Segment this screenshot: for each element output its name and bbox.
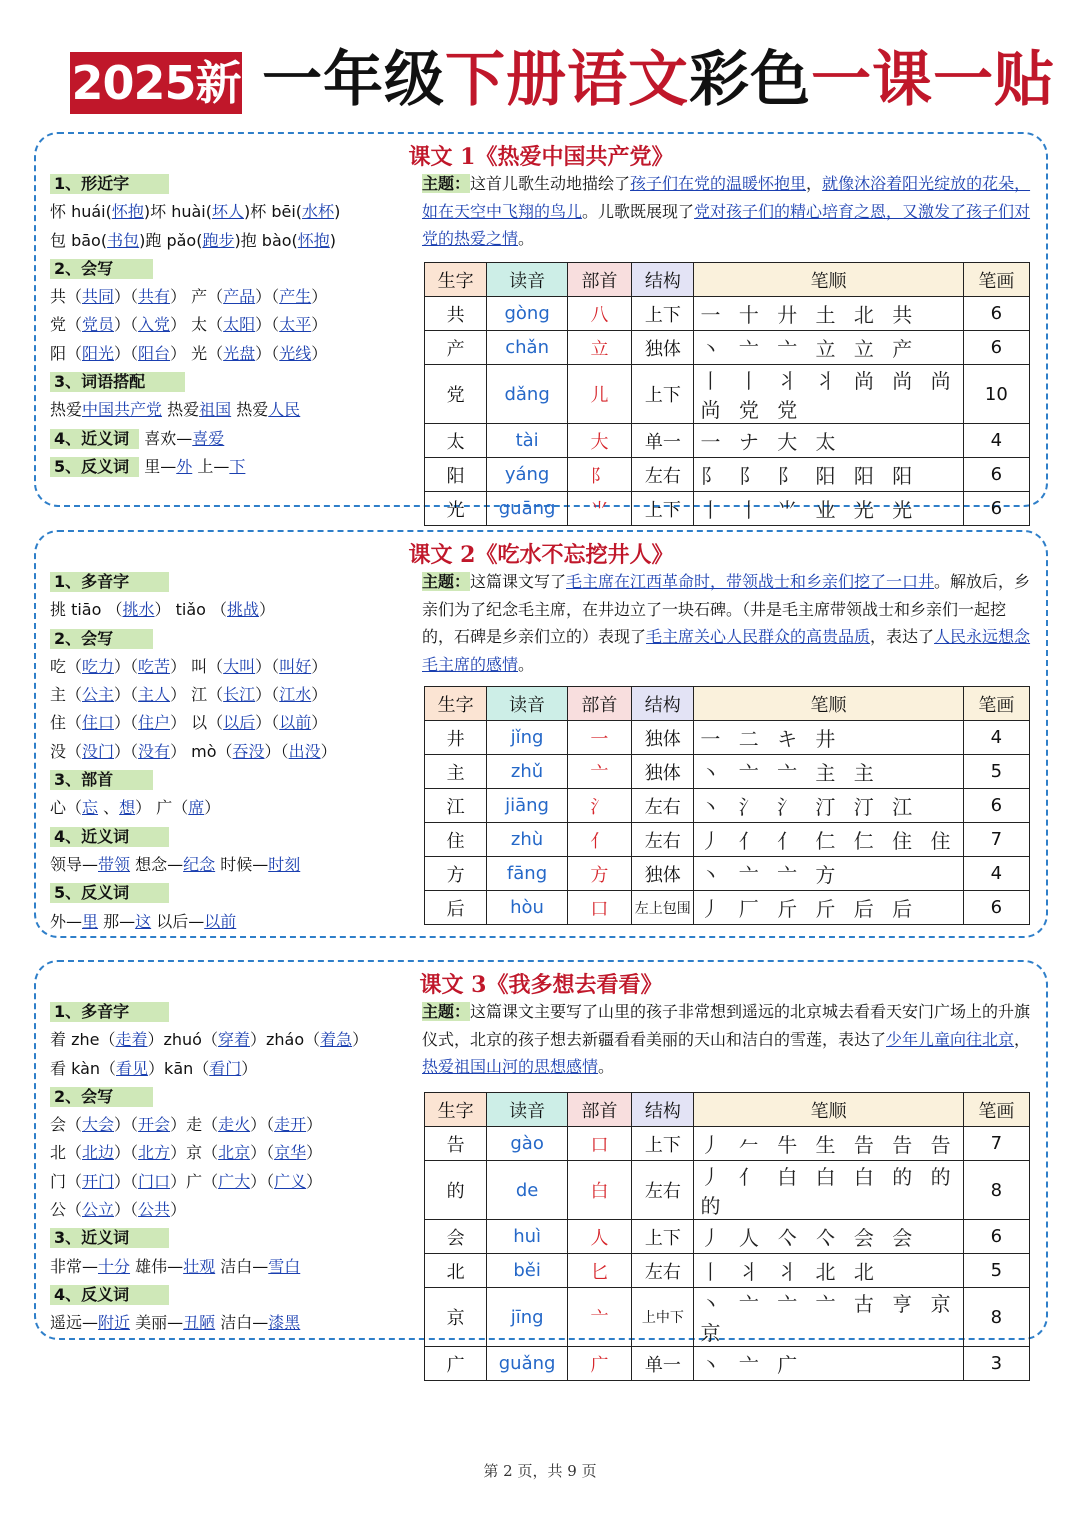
cell-radical: ⺌ [567, 492, 631, 526]
lesson-1-card [34, 132, 1048, 522]
note-line: 党（党员）（入党） 太（太阳）（太平） [50, 315, 328, 335]
lesson-title: 课文 3《我多想去看看》 [419, 972, 663, 998]
cell-count: 5 [963, 755, 1029, 789]
lesson-theme: 主题：这篇课文主要写了山里的孩子非常想到遥远的北京城去看看天安门广场上的升旗仪式，北京的孩子想去新疆看看美丽的天山和洁白的雪莲，表达了少年儿童向往北京，热爱祖国山河的思想感情。 [422, 1002, 1031, 1076]
table-row [425, 331, 1030, 365]
cell-count: 6 [963, 331, 1029, 365]
stroke-table [424, 1092, 1030, 1381]
cell-char: 会 [425, 1220, 487, 1254]
cell-char: 主 [425, 755, 487, 789]
column-header: 读音 [487, 687, 567, 721]
cell-strokes: 阝 阝 阝 阳 阳 阳 [694, 458, 963, 492]
cell-structure: 上下 [632, 1127, 694, 1161]
note-line: 5、反义词 里—外 上—下 [50, 453, 420, 481]
note-line: 阳（阳光）（阳台） 光（光盘）（光线） [50, 343, 328, 363]
cell-pinyin: yáng [487, 458, 568, 492]
column-header: 笔画 [963, 1093, 1029, 1127]
note-line: 北（北边）（北方）京（北京）（京华） [50, 1143, 323, 1163]
section-label: 3、部首 [50, 770, 153, 790]
cell-char: 告 [425, 1127, 487, 1161]
table-row [425, 1127, 1030, 1161]
table-row [425, 1161, 1030, 1220]
note-line: 会（大会）（开会）走（走火）（走开） [50, 1115, 323, 1135]
note-line: 挑 tiāo （挑水） tiǎo （挑战） [50, 600, 276, 620]
table-row [425, 1254, 1030, 1288]
note-line: 领导—带领 想念—纪念 时候—时刻 [50, 854, 301, 874]
table-row [425, 1288, 1030, 1347]
cell-count: 6 [963, 1220, 1029, 1254]
note-line: 包 bāo(书包)跑 pǎo(跑步)抱 bào(怀抱) [50, 230, 337, 250]
cell-radical: 人 [567, 1220, 631, 1254]
section-label: 3、词语搭配 [50, 372, 185, 392]
cell-strokes: 丿 厂 斤 斤 后 后 [694, 891, 963, 925]
cell-structure: 左右 [632, 789, 694, 823]
column-header: 生字 [425, 263, 487, 297]
note-line: 主（公主）（主人） 江（长江）（江水） [50, 685, 328, 705]
table-row [425, 492, 1030, 526]
cell-pinyin: de [487, 1161, 568, 1220]
cell-radical: 八 [567, 297, 631, 331]
cell-structure: 左右 [632, 1161, 694, 1220]
cell-radical: 口 [567, 891, 631, 925]
cell-count: 6 [963, 458, 1029, 492]
cell-structure: 左上包围 [632, 891, 694, 925]
column-header: 结构 [632, 687, 694, 721]
section-label: 4、反义词 [50, 1285, 169, 1305]
table-row [425, 857, 1030, 891]
column-header: 生字 [425, 687, 487, 721]
cell-strokes: 丶 亠 亠 亠 古 亨 京 京 [694, 1288, 963, 1347]
cell-count: 4 [963, 857, 1029, 891]
section-label: 1、多音字 [50, 572, 169, 592]
note-line: 心（忘 、想） 广（席） [50, 798, 221, 818]
column-header: 笔顺 [694, 1093, 963, 1127]
cell-count: 6 [963, 789, 1029, 823]
table-row [425, 755, 1030, 789]
table-row [425, 823, 1030, 857]
cell-pinyin: guǎng [487, 1347, 568, 1381]
cell-count: 8 [963, 1161, 1029, 1220]
cell-radical: 方 [567, 857, 631, 891]
cell-char: 京 [425, 1288, 487, 1347]
cell-strokes: 丶 亠 广 [694, 1347, 963, 1381]
cell-char: 党 [425, 365, 487, 424]
cell-radical: 亠 [567, 755, 631, 789]
lesson-title: 课文 2《吃水不忘挖井人》 [408, 542, 674, 568]
note-line: 没（没门）（没有） mò（吞没）（出没） [50, 741, 337, 761]
cell-structure: 上下 [632, 1220, 694, 1254]
note-line: 吃（吃力）（吃苦） 叫（大叫）（叫好） [50, 656, 328, 676]
column-header: 笔顺 [694, 263, 963, 297]
table-header-row [425, 263, 1030, 297]
cell-structure: 独体 [632, 331, 694, 365]
cell-structure: 上下 [632, 297, 694, 331]
cell-strokes: 一 二 キ 井 [694, 721, 963, 755]
column-header: 生字 [425, 1093, 487, 1127]
page-footer: 第 2 页，共 9 页 [483, 1462, 597, 1480]
cell-strokes: 丿 𠂉 牛 生 告 告 告 [694, 1127, 963, 1161]
cell-char: 北 [425, 1254, 487, 1288]
cell-pinyin: jiāng [487, 789, 567, 823]
cell-structure: 上下 [632, 492, 694, 526]
note-line: 着 zhe（走着）zhuó（穿着）zháo（着急） [50, 1030, 369, 1050]
table-row [425, 297, 1030, 331]
cell-strokes: 丿 亻 亻 仁 仁 住 住 [694, 823, 963, 857]
section-label: 2、会写 [50, 629, 153, 649]
cell-char: 方 [425, 857, 487, 891]
lesson-theme: 主题：这篇课文写了毛主席在江西革命时，带领战士和乡亲们挖了一口井。解放后，乡亲们为了纪念毛主席，在井边立了一块石碑。（井是毛主席带领战士和乡亲们一起挖的，石碑是乡亲们立的）表现了毛主席关心人民群众的高贵品质，表达了人民永远想念毛主席的感情。 [422, 572, 1031, 674]
column-header: 笔画 [963, 687, 1029, 721]
cell-pinyin: zhǔ [487, 755, 567, 789]
note-line: 4、近义词 喜欢—喜爱 [50, 425, 420, 453]
section-label: 2、会写 [50, 1087, 153, 1107]
lesson-title: 课文 1《热爱中国共产党》 [408, 144, 674, 170]
cell-count: 8 [963, 1288, 1029, 1347]
table-row [425, 424, 1030, 458]
column-header: 读音 [487, 263, 568, 297]
column-header: 部首 [567, 1093, 631, 1127]
cell-pinyin: zhù [487, 823, 567, 857]
column-header: 笔顺 [694, 687, 963, 721]
cell-char: 光 [425, 492, 487, 526]
cell-structure: 上中下 [632, 1288, 694, 1347]
year-badge: 2025新 [70, 52, 242, 114]
section-label: 1、多音字 [50, 1002, 169, 1022]
cell-radical: 阝 [567, 458, 631, 492]
cell-count: 5 [963, 1254, 1029, 1288]
cell-strokes: 丨 丨 ⺌ 业 光 光 [694, 492, 963, 526]
note-line: 热爱中国共产党 热爱祖国 热爱人民 [50, 400, 301, 420]
cell-structure: 左右 [632, 1254, 694, 1288]
cell-pinyin: tài [487, 424, 568, 458]
cell-radical: 氵 [567, 789, 631, 823]
table-row [425, 721, 1030, 755]
note-line: 外—里 那—这 以后—以前 [50, 911, 237, 931]
cell-count: 4 [963, 424, 1029, 458]
column-header: 结构 [632, 263, 694, 297]
lesson-notes [50, 170, 420, 481]
table-row [425, 365, 1030, 424]
note-line: 遥远—附近 美丽—丑陋 洁白—漆黑 [50, 1313, 301, 1333]
cell-structure: 左右 [632, 458, 694, 492]
cell-count: 10 [963, 365, 1029, 424]
note-line: 门（开门）（门口）广（广大）（广义） [50, 1171, 323, 1191]
cell-strokes: 丶 亠 亠 方 [694, 857, 963, 891]
cell-char: 阳 [425, 458, 487, 492]
cell-structure: 单一 [632, 424, 694, 458]
section-label: 5、反义词 [50, 457, 139, 477]
cell-char: 的 [425, 1161, 487, 1220]
cell-count: 6 [963, 492, 1029, 526]
cell-structure: 独体 [632, 721, 694, 755]
table-row [425, 789, 1030, 823]
section-label: 4、近义词 [50, 429, 139, 449]
cell-radical: 广 [567, 1347, 631, 1381]
cell-count: 4 [963, 721, 1029, 755]
cell-count: 7 [963, 1127, 1029, 1161]
cell-strokes: 一 十 廾 土 北 共 [694, 297, 963, 331]
column-header: 部首 [567, 263, 631, 297]
cell-structure: 单一 [632, 1347, 694, 1381]
cell-char: 井 [425, 721, 487, 755]
section-label: 5、反义词 [50, 883, 169, 903]
cell-pinyin: chǎn [487, 331, 568, 365]
column-header: 读音 [487, 1093, 568, 1127]
cell-strokes: 丶 氵 氵 汀 汀 江 [694, 789, 963, 823]
cell-count: 3 [963, 1347, 1029, 1381]
cell-char: 共 [425, 297, 487, 331]
cell-pinyin: dǎng [487, 365, 568, 424]
column-header: 结构 [632, 1093, 694, 1127]
cell-pinyin: fāng [487, 857, 567, 891]
cell-radical: 匕 [567, 1254, 631, 1288]
cell-pinyin: hòu [487, 891, 567, 925]
note-line: 住（住口）（住户） 以（以后）（以前） [50, 713, 328, 733]
table-header-row [425, 687, 1030, 721]
cell-count: 6 [963, 891, 1029, 925]
note-line: 共（共同）（共有） 产（产品）（产生） [50, 287, 328, 307]
cell-strokes: 丨 丬 丬 北 北 [694, 1254, 963, 1288]
cell-pinyin: gào [487, 1127, 568, 1161]
cell-pinyin: běi [487, 1254, 568, 1288]
cell-char: 太 [425, 424, 487, 458]
table-row [425, 458, 1030, 492]
cell-char: 后 [425, 891, 487, 925]
cell-strokes: 一 ナ 大 太 [694, 424, 963, 458]
lesson-notes [50, 998, 420, 1338]
column-header: 笔画 [963, 263, 1029, 297]
lesson-theme: 主题：这首儿歌生动地描绘了孩子们在党的温暖怀抱里，就像沐浴着阳光绽放的花朵，如在天空中飞翔的鸟儿。儿歌既展现了党对孩子们的精心培育之恩，又激发了孩子们对党的热爱之情。 [422, 174, 1031, 248]
cell-structure: 独体 [632, 755, 694, 789]
section-label: 2、会写 [50, 259, 153, 279]
note-line: 非常—十分 雄伟—壮观 洁白—雪白 [50, 1256, 301, 1276]
table-header-row [425, 1093, 1030, 1127]
cell-strokes: 丿 人 亽 亽 会 会 [694, 1220, 963, 1254]
cell-pinyin: jīng [487, 1288, 568, 1347]
page-title: 一年级下册语文彩色一课一贴 [262, 45, 1055, 115]
cell-radical: 亻 [567, 823, 631, 857]
stroke-table [424, 262, 1030, 526]
lesson-2-card [34, 530, 1048, 938]
cell-radical: 口 [567, 1127, 631, 1161]
cell-pinyin: jǐng [487, 721, 567, 755]
stroke-table [424, 686, 1030, 925]
note-line: 怀 huái(怀抱)坏 huài(坏人)杯 bēi(水杯) [50, 202, 341, 222]
cell-strokes: 丨 丨 丬 丬 尚 尚 尚 尚 党 党 [694, 365, 963, 424]
cell-char: 江 [425, 789, 487, 823]
cell-strokes: 丿 亻 白 白 白 的 的 的 [694, 1161, 963, 1220]
note-line: 看 kàn（看见）kān（看门） [50, 1058, 258, 1078]
lesson-3-card [34, 960, 1048, 1377]
cell-structure: 上下 [632, 365, 694, 424]
table-row [425, 1220, 1030, 1254]
section-label: 1、形近字 [50, 174, 169, 194]
cell-structure: 左右 [632, 823, 694, 857]
section-label: 3、近义词 [50, 1228, 169, 1248]
cell-count: 7 [963, 823, 1029, 857]
cell-pinyin: gòng [487, 297, 568, 331]
cell-char: 广 [425, 1347, 487, 1381]
cell-radical: 白 [567, 1161, 631, 1220]
cell-radical: 一 [567, 721, 631, 755]
cell-strokes: 丶 亠 亠 主 主 [694, 755, 963, 789]
cell-structure: 独体 [632, 857, 694, 891]
cell-radical: 儿 [567, 365, 631, 424]
cell-count: 6 [963, 297, 1029, 331]
column-header: 部首 [567, 687, 631, 721]
note-line: 公（公立）（公共） [50, 1200, 187, 1220]
cell-radical: 大 [567, 424, 631, 458]
cell-radical: 立 [567, 331, 631, 365]
cell-strokes: 丶 亠 亠 立 立 产 [694, 331, 963, 365]
cell-pinyin: huì [487, 1220, 568, 1254]
cell-char: 产 [425, 331, 487, 365]
table-row [425, 891, 1030, 925]
section-label: 4、近义词 [50, 827, 169, 847]
page-header [0, 36, 1080, 126]
cell-radical: 亠 [567, 1288, 631, 1347]
cell-char: 住 [425, 823, 487, 857]
table-row [425, 1347, 1030, 1381]
lesson-notes [50, 568, 420, 936]
cell-pinyin: guāng [487, 492, 568, 526]
